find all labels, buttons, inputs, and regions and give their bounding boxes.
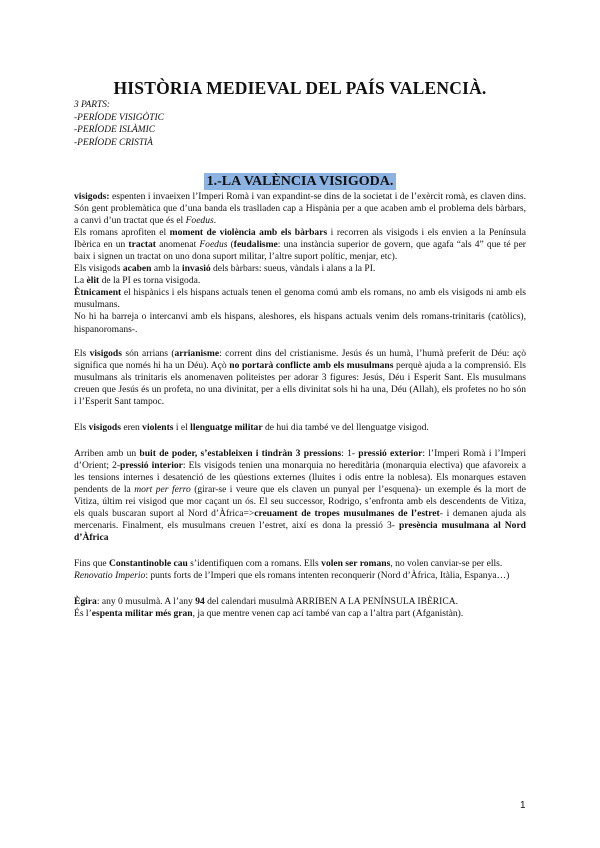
text-run: , ja que mentre venen cap ací també van cap a l’altra part (Afganistàn). (192, 608, 464, 620)
text-run: : punts forts de l’Imperi que els romans intenten reconquerir (Nord d’Àfrica, Itàlia, Espanya…) (145, 570, 510, 582)
bold-term: feudalisme (233, 239, 278, 251)
paragraph (74, 311, 526, 335)
document-title: HISTÒRIA MEDIEVAL DEL PAÍS VALENCIÀ. (113, 78, 487, 98)
bold-term: acaben (122, 263, 152, 275)
bold-term: llenguatge militar (190, 421, 263, 433)
paragraph (74, 596, 526, 608)
italic-term: Foedus (199, 239, 228, 251)
bold-term: visigods (88, 421, 121, 433)
text-run: : l’Imperi Romà i l’Imperi d’Orient; 2- (74, 447, 526, 471)
part-item: -PERÍODE ISLÀMIC (74, 125, 155, 135)
paragraph (74, 348, 526, 408)
paragraph (74, 448, 526, 544)
text-run: de la PI es torna visigoda. (99, 275, 201, 287)
paragraph (74, 570, 526, 582)
text-run: espenten i invaeixen l’Imperi Romà i van expandint-se dins de la societat i de l’exèrcit romà, es claven dins. Són gent problemàtica que d’una banda els traslladen cap a Hispània per a que acaben amb el problema dels bàrbars, a canvi d’un tractat que és el (74, 191, 526, 227)
paragraph (74, 608, 526, 620)
italic-term: mort per ferro (134, 483, 191, 495)
text-run: de hui dia també ve del llenguatge visigod. (262, 421, 429, 433)
text-run: Els (74, 421, 89, 433)
spacer (74, 434, 526, 448)
bold-term: presència musulmana al Nord d’Àfrica (74, 520, 526, 544)
bold-term: pressió interior (120, 459, 183, 471)
bold-term: espenta militar més gran (91, 608, 193, 620)
bold-term: arrianisme (174, 347, 220, 359)
bold-term: visigods: (74, 191, 110, 202)
paragraph (74, 191, 526, 227)
text-run: amb la (151, 263, 182, 275)
bold-term: visigods (89, 347, 122, 359)
paragraph (74, 422, 526, 434)
paragraph (74, 263, 526, 275)
bold-term: invasió (181, 263, 211, 275)
part-item: -PERÍODE VISIGÒTIC (74, 112, 164, 123)
italic-term: Renovatio Imperio (74, 570, 146, 582)
bold-term: Ètnicament (74, 287, 122, 299)
text-run: : corrent dins del cristianisme. Jesús és un humà, l’humà preferit de Déu: açò significa que només hi ha un Déu). Açò (74, 347, 527, 371)
text-run: del calendari musulmà ARRIBEN A LA PENÍNSULA IBÈRICA. (204, 596, 458, 608)
text-run: : 1- (341, 447, 359, 459)
document-body (74, 191, 526, 620)
bold-term: creuament de tropes musulmanes de l’estret (254, 508, 440, 520)
section-heading: 1.-LA VALÈNCIA VISIGODA. (204, 173, 397, 190)
italic-term: Foedus (185, 215, 214, 227)
bold-term: moment de violència amb els bàrbars (169, 227, 328, 239)
text-run: Arriben amb un (74, 447, 140, 459)
text-run: Els visigods (74, 263, 123, 275)
bold-term: violents (142, 421, 174, 433)
text-run: , no volen canviar-se per ells. (390, 558, 503, 570)
text-run: Fins que (74, 558, 110, 570)
text-run: s’identifiquen com a romans. Ells (187, 558, 322, 570)
text-run: : Els visigods tenien una monarquia no hereditària (monarquia electiva) que afavoreix a les tensions internes i desatenció de les qüestions externes (lluites i odis entre la noblesa). Els monarques estaven pendents de la (74, 459, 526, 495)
text-run: dels bàrbars: sueus, vàndals i alans a la PI. (210, 263, 376, 275)
bold-term: pressió exterior (358, 447, 423, 459)
spacer (74, 408, 526, 422)
bold-term: Ègira (74, 596, 97, 608)
text-run: i el (173, 421, 191, 433)
text-run: (girar-se i veure que els claven un punyal per l’esquena)- un exemple és la mort de Vitiza, últim rei visigod que mor caçant un ós. El seu successor, Rodrigo, s’enfronta amb els descendents de Vitiza, els quals buscaran suport al Nord d’Àfrica=> (74, 483, 526, 520)
text-run: són arrians ( (121, 347, 175, 359)
text-run: anomenat (155, 239, 200, 251)
section-heading-wrap (74, 172, 526, 190)
part-item: -PERÍODE CRISTIÀ (74, 137, 153, 148)
paragraph (74, 227, 526, 263)
bold-term: Constantinoble cau (109, 558, 188, 570)
text-run: i recorren als visigods i els envien a la Península Ibèrica en un (74, 227, 526, 251)
text-run: . (213, 215, 217, 227)
spacer (74, 582, 526, 596)
text-run: - i demanen ajuda als mercenaris. Finalment, els musulmans creuen l’estret, així es dona la pressió 3- (74, 508, 526, 532)
bold-term: 94 (195, 596, 205, 608)
page-number: 1 (520, 800, 526, 811)
text-run: No hi ha barreja o intercanvi amb els hispans, aleshores, els hispans actuals venim dels romans-trinitaris (catòlics), hispanoromans-. (74, 311, 526, 335)
spacer (74, 336, 526, 348)
text-run: ( (227, 239, 234, 251)
parts-list (74, 99, 164, 149)
bold-term: èlit (86, 275, 100, 287)
bold-term: volen ser romans (321, 558, 391, 570)
text-run: Els romans aprofiten el (74, 227, 170, 239)
text-run: el hispànics i els hispans actuals tenen el genoma comú amb els romans, no amb els visigods ni amb els musulmans. (74, 287, 526, 311)
text-run: eren (120, 421, 143, 433)
paragraph (74, 275, 526, 287)
paragraph (74, 287, 526, 311)
text-run: Els (74, 347, 90, 359)
text-run: La (74, 275, 87, 287)
text-run: : any 0 musulmà. A l’any (96, 596, 196, 608)
text-run: És l’ (74, 608, 92, 620)
parts-heading: 3 PARTS: (74, 100, 111, 110)
bold-term: buit de poder, s’estableixen i tindràn 3 pressions (139, 447, 342, 459)
bold-term: no portarà conflicte amb els musulmans (229, 359, 394, 371)
paragraph (74, 558, 526, 570)
bold-term: tractat (128, 239, 156, 251)
text-run: perquè ajuda a la comprensió. Els musulmans als trinitaris els anomenaven politeistes per adorar 3 figures: Jesús, Déu i Esperit Sant. Els musulmans creuen que Jesús és un profeta, no una divinitat, per a ells divinitat sols hi ha una, Déu (Allah), els profetes no ho són i l’Esperit Sant tampoc. (74, 359, 526, 407)
spacer (74, 544, 526, 558)
text-run: : una instància superior de govern, que agafa “als 4” que té per baix i signen un tractat on uno dona suport militar, l’altre suport polític, menjar, etc). (74, 239, 526, 263)
